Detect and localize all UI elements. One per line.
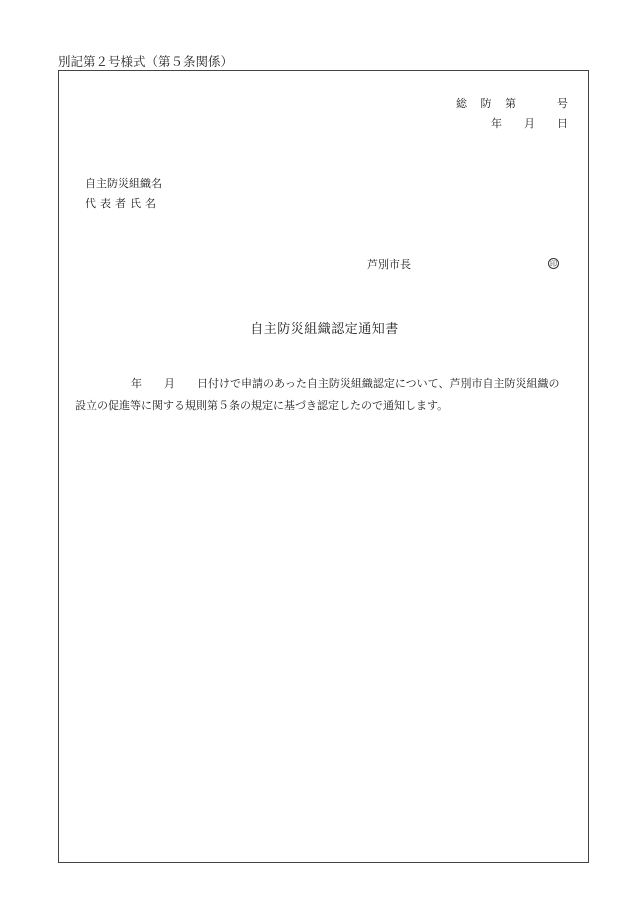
document-date: 年 月 日 [491,117,568,130]
body-text-line-1: 年 月 日付けで申請のあった自主防災組織認定について、芦別市自主防災組織の [131,377,560,390]
doc-number-mid: 防 [480,97,492,110]
body-text-line-2: 設立の促進等に関する規則第５条の規定に基づき認定したので通知します。 [75,399,449,412]
document-frame [58,70,589,863]
doc-number-go: 号 [557,97,568,110]
document-title: 自主防災組織認定通知書 [250,322,399,337]
seal-mark: 印 [550,260,557,268]
representative-name-label: 代表者氏名 [85,197,160,210]
doc-number-prefix: 総 [456,97,467,110]
form-header: 別記第２号様式（第５条関係） [58,54,234,69]
doc-number-dai: 第 [505,97,516,110]
org-name-label: 自主防災組織名 [85,177,162,190]
document-number [456,97,568,111]
issuer-name: 芦別市長 [367,258,411,271]
